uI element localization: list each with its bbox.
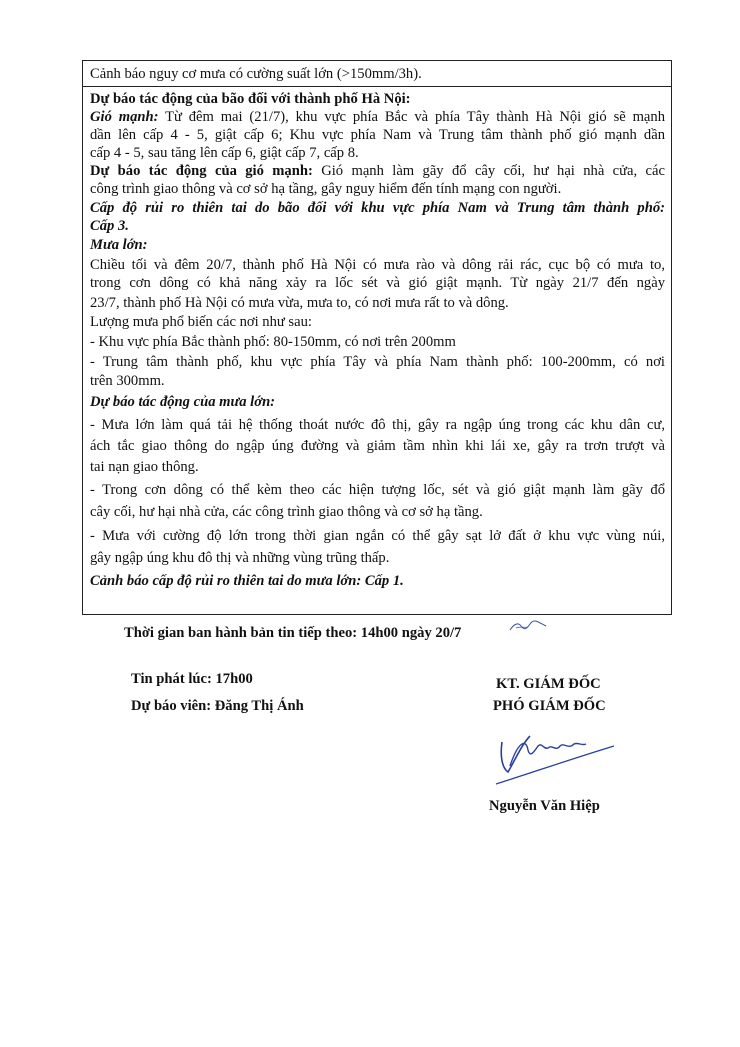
rain-impact-p2-line-2: cây cối, hư hại nhà cửa, các công trình giao thông và cơ sở hạ tầng. bbox=[90, 504, 483, 520]
wind-impact-line-1 bbox=[90, 162, 665, 180]
strong-wind-label: Gió mạnh: bbox=[90, 109, 159, 125]
wind-impact-label: Dự báo tác động của gió mạnh: bbox=[90, 163, 313, 179]
signer-title-2: PHÓ GIÁM ĐỐC bbox=[493, 698, 606, 714]
rain-amount-center-1: - Trung tâm thành phố, khu vực phía Tây và phía Nam thành phố: 100-200mm, có nơi bbox=[90, 354, 665, 370]
strong-wind-line-3: cấp 4 - 5, sau tăng lên cấp 6, giật cấp 7, cấp 8. bbox=[90, 145, 359, 161]
signer-name: Nguyễn Văn Hiệp bbox=[489, 798, 600, 814]
next-issue-time: Thời gian ban hành bản tin tiếp theo: 14h00 ngày 20/7 bbox=[124, 625, 462, 641]
strong-wind-text-1: Từ đêm mai (21/7), khu vực phía Bắc và phía Tây thành Hà Nội gió sẽ mạnh bbox=[158, 109, 665, 125]
storm-risk-line-1: Cấp độ rủi ro thiên tai do bão đối với khu vực phía Nam và Trung tâm thành phố: bbox=[90, 200, 665, 216]
rain-impact-p1-line-2: ách tắc giao thông do ngập úng đường và giảm tầm nhìn khi lái xe, gây ra trơn trượt và bbox=[90, 438, 665, 454]
bulletin-table bbox=[82, 60, 672, 615]
heavy-rain-line-2: trong cơn dông có khả năng xảy ra lốc sét và gió giật mạnh. Từ ngày 21/7 đến ngày bbox=[90, 275, 665, 291]
heavy-rain-line-1: Chiều tối và đêm 20/7, thành phố Hà Nội có mưa rào và dông rải rác, cục bộ có mưa to, bbox=[90, 257, 665, 273]
rain-impact-p2-line-1: - Trong cơn dông có thể kèm theo các hiện tượng lốc, sét và gió giật mạnh làm gãy đổ bbox=[90, 482, 665, 498]
storm-impact-heading: Dự báo tác động của bão đối với thành phố Hà Nội: bbox=[90, 91, 411, 107]
rain-impact-p1-line-1: - Mưa lớn làm quá tải hệ thống thoát nước đô thị, gây ra ngập úng trong các khu dân cư, bbox=[90, 417, 665, 433]
wind-impact-line-2: công trình giao thông và cơ sở hạ tầng, gây nguy hiểm đến tính mạng con người. bbox=[90, 181, 562, 197]
wind-impact-text-1: Gió mạnh làm gãy đổ cây cối, hư hại nhà cửa, các bbox=[312, 163, 665, 179]
rain-amount-intro: Lượng mưa phổ biến các nơi như sau: bbox=[90, 314, 312, 330]
initials-mark bbox=[508, 618, 548, 634]
issued-at: Tin phát lúc: 17h00 bbox=[131, 671, 253, 687]
rain-impact-p1-line-3: tai nạn giao thông. bbox=[90, 459, 199, 475]
rain-risk-line: Cảnh báo cấp độ rủi ro thiên tai do mưa lớn: Cấp 1. bbox=[90, 573, 404, 589]
strong-wind-line-1 bbox=[90, 108, 665, 126]
rain-impact-p3-line-2: gây ngập úng khu đô thị và những vùng trũng thấp. bbox=[90, 550, 390, 566]
storm-risk-line-2: Cấp 3. bbox=[90, 218, 129, 234]
heavy-rain-line-3: 23/7, thành phố Hà Nội có mưa vừa, mưa to, có nơi mưa rất to và dông. bbox=[90, 295, 509, 311]
forecaster: Dự báo viên: Đăng Thị Ánh bbox=[131, 698, 304, 714]
rain-amount-center-2: trên 300mm. bbox=[90, 373, 165, 389]
table-divider bbox=[83, 86, 671, 87]
rain-impact-p3-line-1: - Mưa với cường độ lớn trong thời gian ngắn có thể gây sạt lở đất ở khu vực vùng núi, bbox=[90, 528, 665, 544]
signer-title-1: KT. GIÁM ĐỐC bbox=[496, 676, 601, 692]
heavy-rain-heading: Mưa lớn: bbox=[90, 237, 148, 253]
signature-image bbox=[488, 722, 618, 792]
rain-impact-heading: Dự báo tác động của mưa lớn: bbox=[90, 394, 276, 410]
rain-amount-north: - Khu vực phía Bắc thành phố: 80-150mm, có nơi trên 200mm bbox=[90, 334, 456, 350]
rain-warning-line: Cảnh báo nguy cơ mưa có cường suất lớn (>150mm/3h). bbox=[90, 66, 422, 82]
strong-wind-line-2: dần lên cấp 4 - 5, giật cấp 6; Khu vực phía Nam và Trung tâm thành phố gió mạnh dần bbox=[90, 127, 665, 143]
